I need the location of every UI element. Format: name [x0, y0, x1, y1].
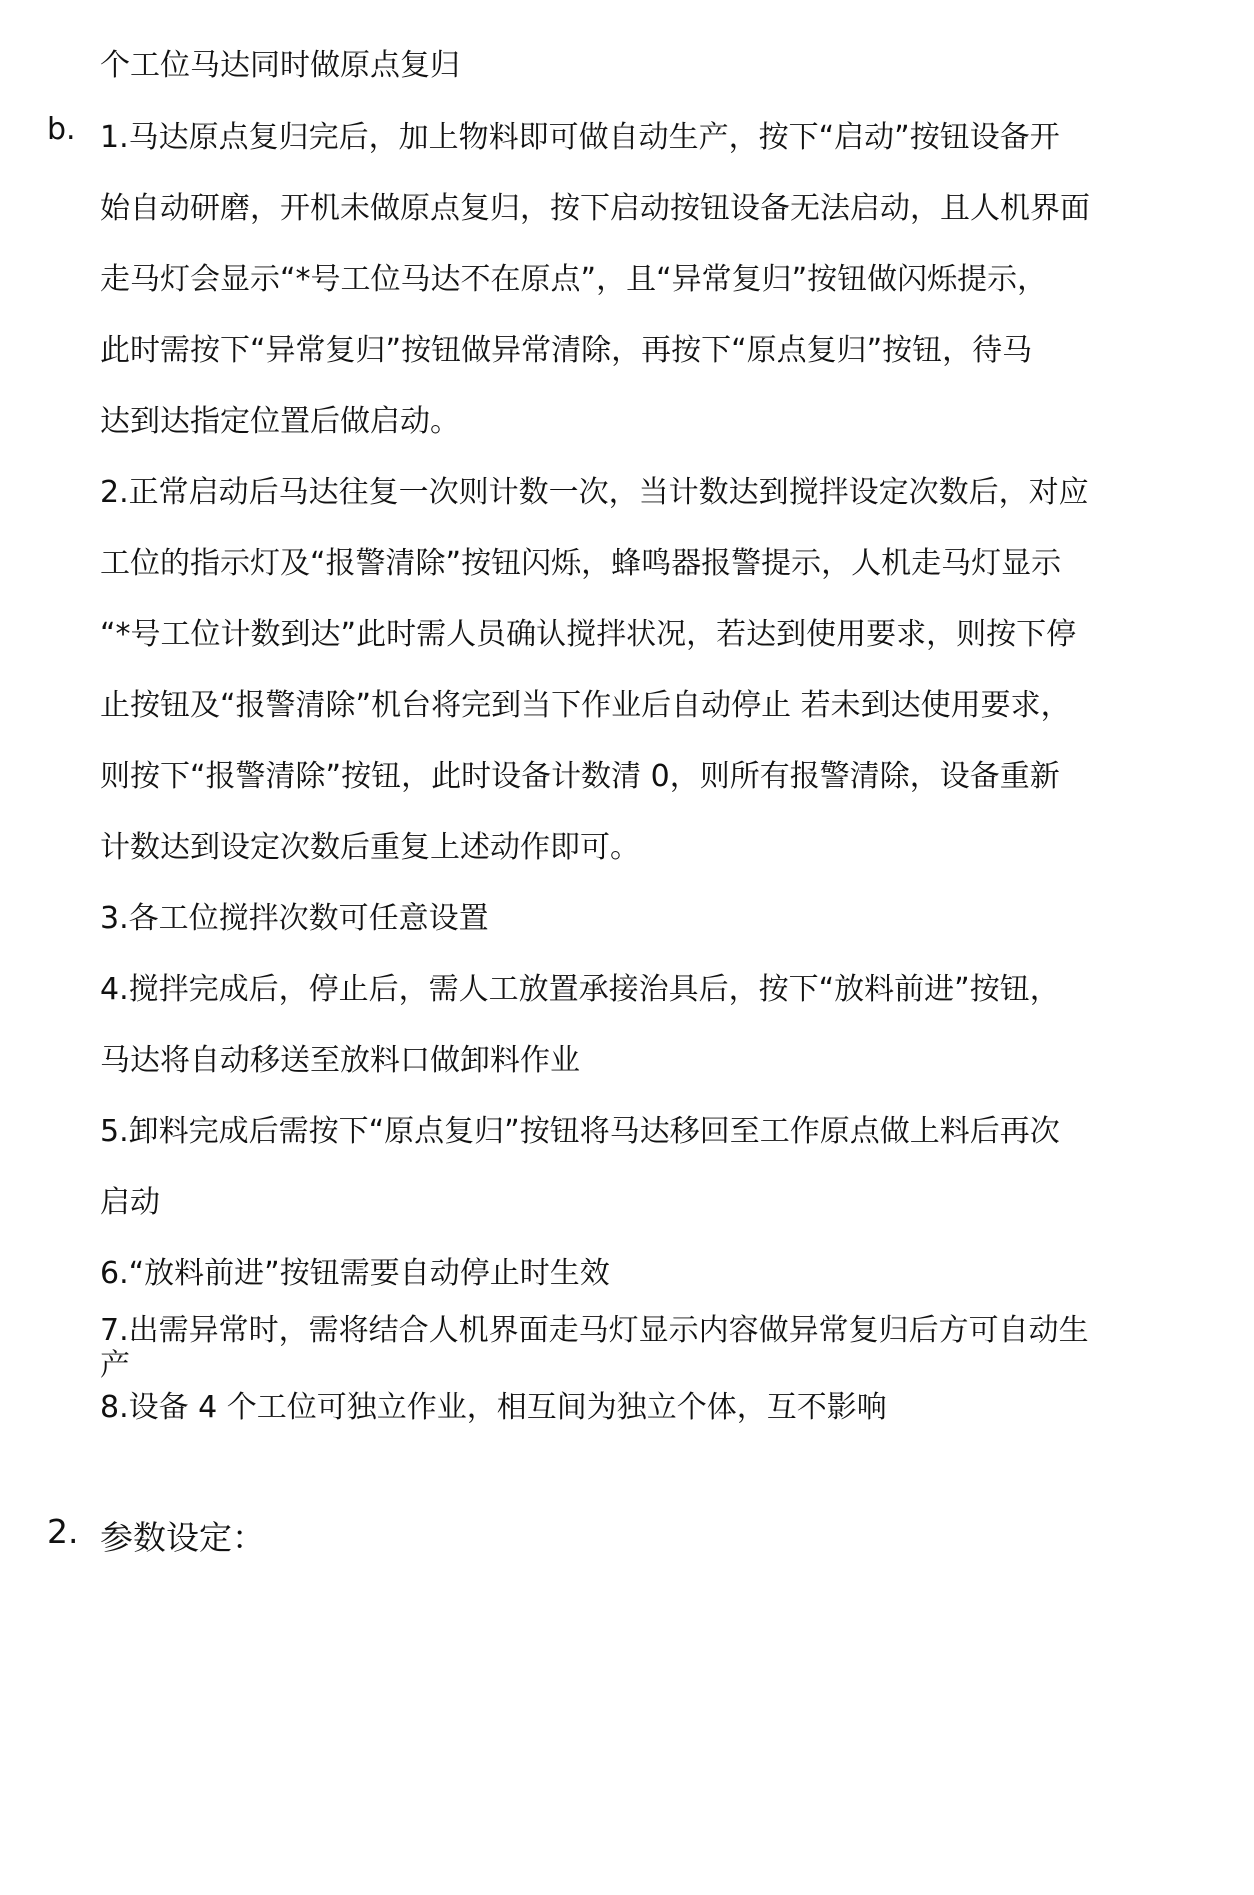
p1-line-4: 此时需按下“异常复归”按钮做异常清除，再按下“原点复归”按钮，待马	[100, 333, 1033, 368]
p7-line-2: 产	[100, 1348, 130, 1383]
p3-line: 3.各工位搅拌次数可任意设置	[100, 901, 489, 936]
section-2-marker: 2.	[47, 1512, 79, 1551]
p6-line: 6.“放料前进”按钮需要自动停止时生效	[100, 1256, 610, 1291]
p4-line-1: 4.搅拌完成后，停止后，需人工放置承接治具后，按下“放料前进”按钮，	[100, 972, 1060, 1007]
p2-line-2: 工位的指示灯及“报警清除”按钮闪烁，蜂鸣器报警提示，人机走马灯显示	[100, 546, 1062, 581]
p5-line-1: 5.卸料完成后需按下“原点复归”按钮将马达移回至工作原点做上料后再次	[100, 1114, 1060, 1149]
p2-line-6: 计数达到设定次数后重复上述动作即可。	[100, 830, 640, 865]
p4-line-2: 马达将自动移送至放料口做卸料作业	[100, 1043, 580, 1078]
intro-line: 个工位马达同时做原点复归	[100, 48, 460, 83]
p1-line-1: 1.马达原点复归完后，加上物料即可做自动生产，按下“启动”按钮设备开	[100, 120, 1060, 155]
p1-line-5: 达到达指定位置后做启动。	[100, 404, 460, 439]
p1-line-3: 走马灯会显示“*号工位马达不在原点”，且“异常复归”按钮做闪烁提示，	[100, 262, 1048, 297]
p2-line-3: “*号工位计数到达”此时需人员确认搅拌状况，若达到使用要求，则按下停	[100, 617, 1077, 652]
section-b-marker: b.	[47, 112, 76, 147]
p7-line-1: 7.出需异常时，需将结合人机界面走马灯显示内容做异常复归后方可自动生	[100, 1313, 1089, 1348]
p2-line-1: 2.正常启动后马达往复一次则计数一次，当计数达到搅拌设定次数后，对应	[100, 475, 1089, 510]
p2-line-4: 止按钮及“报警清除”机台将完到当下作业后自动停止 若未到达使用要求，	[100, 688, 1071, 723]
p2-line-5: 则按下“报警清除”按钮，此时设备计数清 0，则所有报警清除，设备重新	[100, 759, 1060, 794]
p1-line-2: 始自动研磨，开机未做原点复归，按下启动按钮设备无法启动，且人机界面	[100, 191, 1090, 226]
section-2-title: 参数设定：	[100, 1518, 265, 1557]
p5-line-2: 启动	[100, 1185, 160, 1220]
p8-line: 8.设备 4 个工位可独立作业，相互间为独立个体，互不影响	[100, 1390, 887, 1425]
